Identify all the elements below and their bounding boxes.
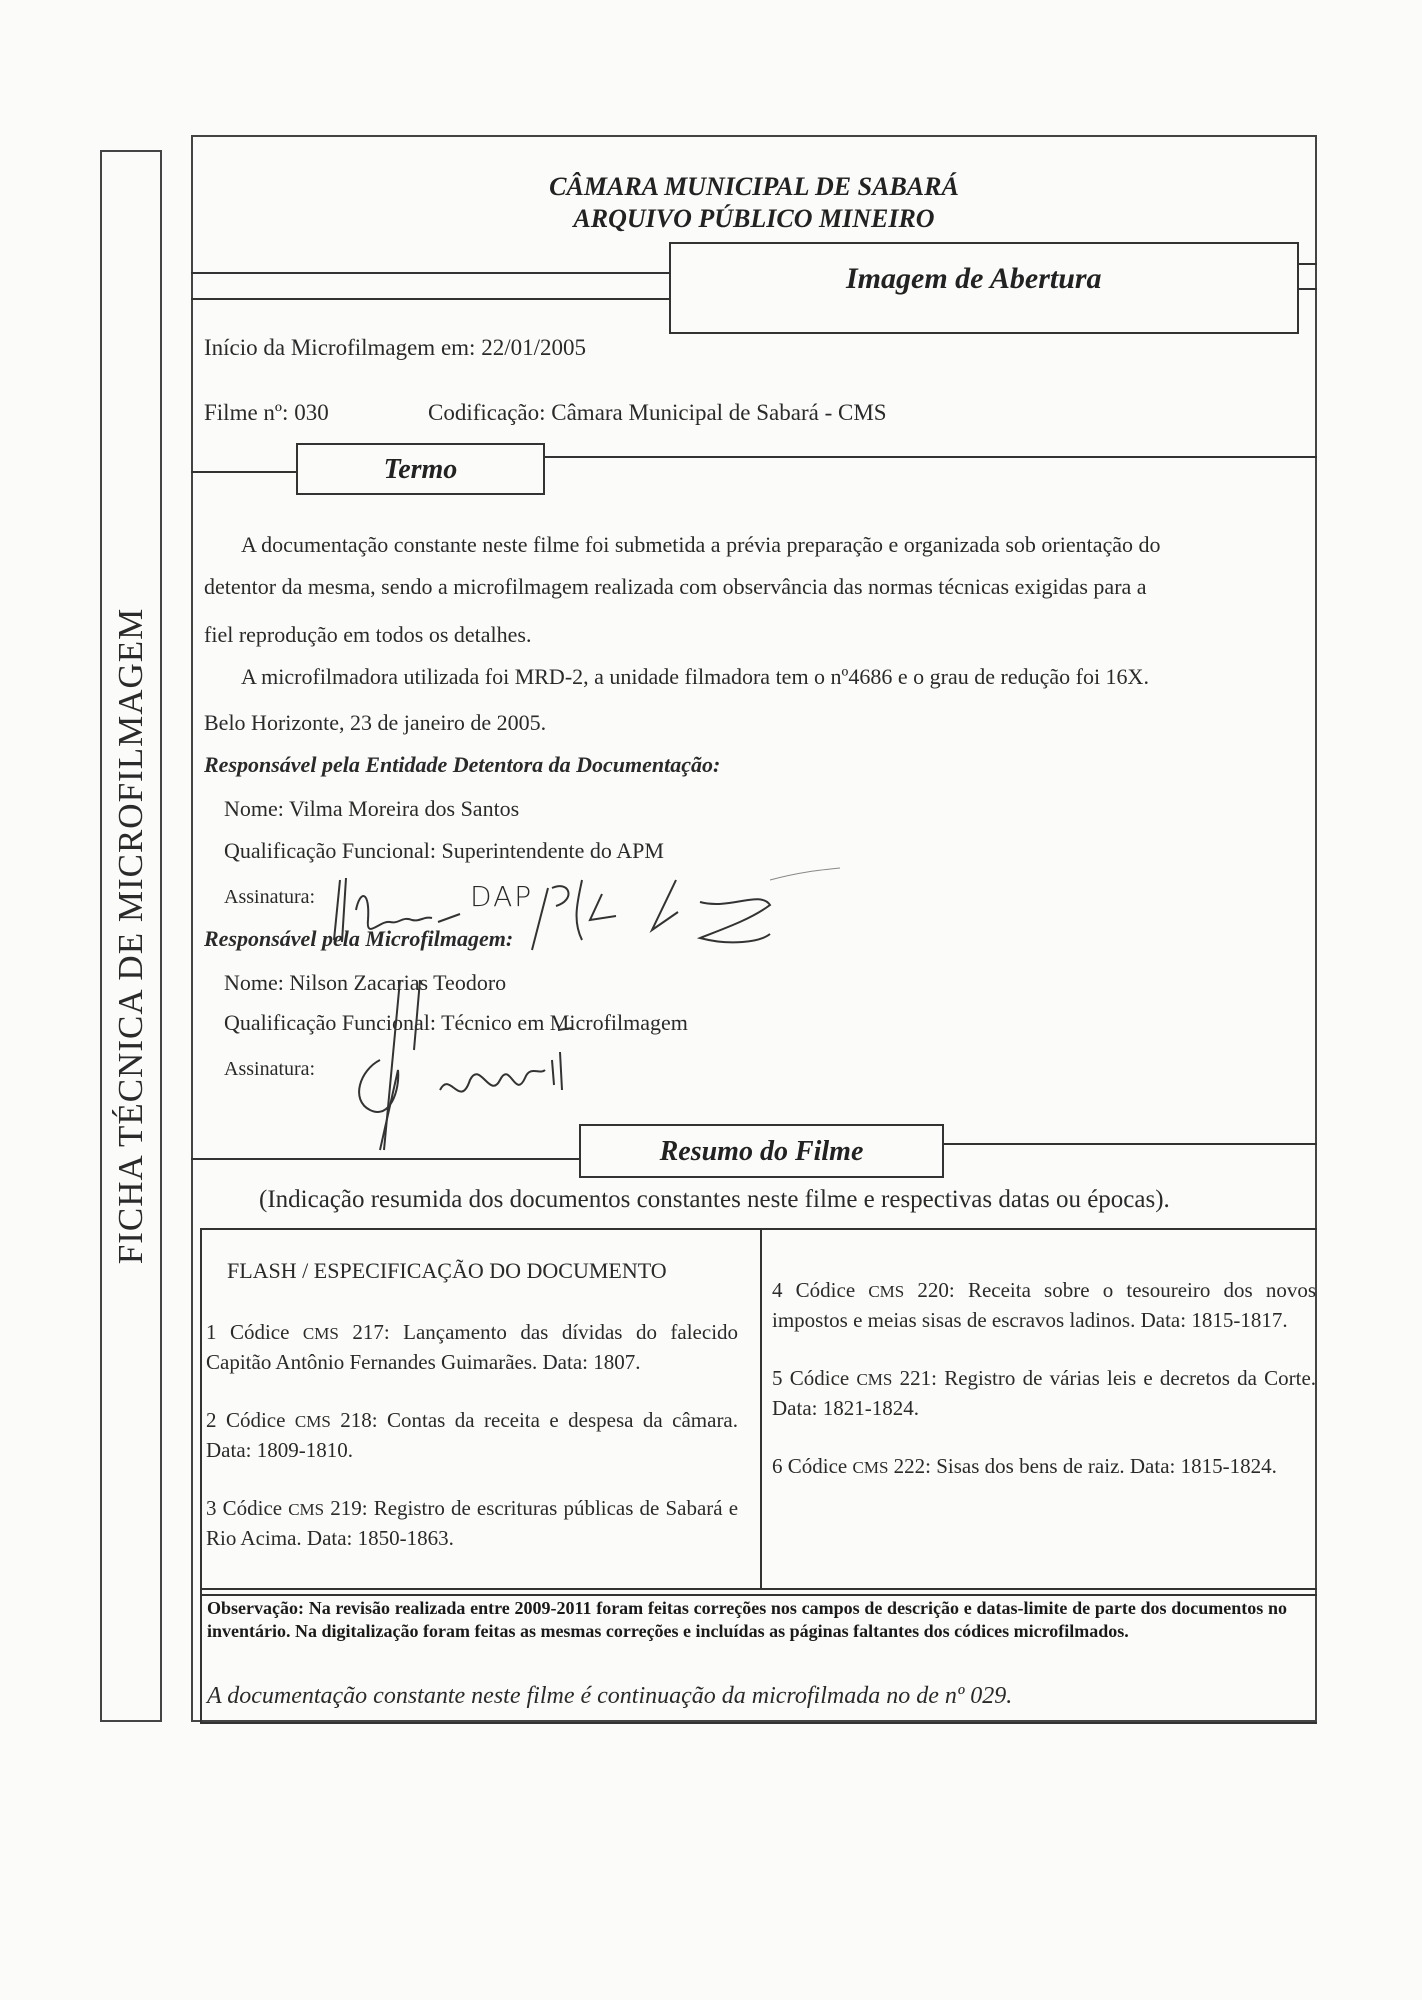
termo-line-1: A documentação constante neste filme foi submetida a prévia preparação e organizada sob orientação do bbox=[241, 532, 1161, 557]
doc-item-5: 5 Códice CMS 221: Registro de várias leis e decretos da Corte. Data: 1821-1824. bbox=[772, 1366, 1317, 1420]
entity-responsible-heading: Responsável pela Entidade Detentora da Documentação: bbox=[204, 752, 721, 777]
microfilm-responsible-heading: Responsável pela Microfilmagem: bbox=[204, 926, 514, 951]
resumo-rule-left bbox=[191, 1158, 581, 1160]
signature-2-icon bbox=[340, 960, 620, 1160]
film-number: Filme nº: 030 bbox=[204, 400, 329, 425]
doc-item-6: 6 Códice CMS 222: Sisas dos bens de raiz. Data: 1815-1824. bbox=[772, 1454, 1277, 1478]
termo-paragraph-2: A microfilmadora utilizada foi MRD-2, a unidade filmadora tem o nº4686 e o grau de redução foi 16X. bbox=[241, 664, 1149, 689]
resumo-heading: Resumo do Filme bbox=[659, 1136, 864, 1167]
termo-rule-left bbox=[191, 471, 297, 473]
entity-responsible-name: Nome: Vilma Moreira dos Santos bbox=[224, 796, 520, 821]
docs-table-bottom bbox=[200, 1588, 1317, 1590]
resumo-subtitle: (Indicação resumida dos documentos constantes neste filme e respectivas datas ou épocas). bbox=[259, 1186, 1170, 1213]
opening-image-label: Imagem de Abertura bbox=[846, 262, 1102, 295]
doc-item-1: 1 Códice CMS 217: Lançamento das dívidas do falecido Capitão Antônio Fernandes Guimarães. Data: 1807. bbox=[206, 1320, 739, 1374]
doc-item-2: 2 Códice CMS 218: Contas da receita e despesa da câmara. Data: 1809-1810. bbox=[206, 1408, 739, 1462]
institution-name: CÂMARA MUNICIPAL DE SABARÁ bbox=[549, 172, 959, 201]
sidebar-title: FICHA TÉCNICA DE MICROFILMAGEM bbox=[111, 607, 150, 1265]
observation-text: Observação: Na revisão realizada entre 2009-2011 foram feitas correções nos campos de descrição e datas-limite de parte dos documentos no inventário. Na digitalização foram feitas as mesmas correções e incluídas as páginas faltantes dos códices microfilmados. bbox=[207, 1598, 1287, 1641]
termo-line-3: fiel reprodução em todos os detalhes. bbox=[204, 622, 532, 647]
doc-item-4: 4 Códice CMS 220: Receita sobre o tesoureiro dos novos impostos e meias sisas de escravos ladinos. Data: 1815-1817. bbox=[772, 1278, 1317, 1332]
header-rule-right-top bbox=[1297, 263, 1317, 265]
docs-table-left bbox=[200, 1228, 202, 1722]
header-rule-top bbox=[191, 272, 671, 274]
docs-table-top bbox=[200, 1228, 1317, 1230]
docs-column-header: FLASH / ESPECIFICAÇÃO DO DOCUMENTO bbox=[227, 1258, 667, 1283]
header-rule-bottom bbox=[191, 298, 671, 300]
start-date: Início da Microfilmagem em: 22/01/2005 bbox=[204, 335, 586, 360]
entity-signature-label: Assinatura: bbox=[224, 886, 316, 908]
termo-heading: Termo bbox=[383, 454, 458, 485]
opening-image-badge bbox=[669, 242, 1299, 334]
microfilm-responsible-name: Nome: Nilson Zacarias Teodoro bbox=[224, 970, 507, 995]
doc-item-3: 3 Códice CMS 219: Registro de escrituras públicas de Sabará e Rio Acima. Data: 1850-1863. bbox=[206, 1496, 739, 1550]
entity-signature-text: DAP bbox=[470, 880, 534, 913]
resumo-heading-box bbox=[579, 1124, 944, 1178]
obs-rule-bottom bbox=[200, 1722, 1317, 1724]
continuation-note: A documentação constante neste filme é continuação da microfilmada no de nº 029. bbox=[207, 1683, 1013, 1709]
termo-line-2: detentor da mesma, sendo a microfilmagem realizada com observância das normas técnicas exigidas para a bbox=[204, 574, 1147, 599]
place-date: Belo Horizonte, 23 de janeiro de 2005. bbox=[204, 710, 547, 735]
termo-heading-box bbox=[296, 443, 545, 495]
microfilm-signature-label: Assinatura: bbox=[224, 1058, 316, 1080]
resumo-rule-right bbox=[942, 1143, 1317, 1145]
obs-rule-top bbox=[200, 1594, 1317, 1596]
docs-right-column bbox=[772, 1276, 1316, 1511]
header-rule-right-bottom bbox=[1297, 288, 1317, 290]
docs-left-column bbox=[206, 1318, 738, 1582]
docs-table-divider bbox=[760, 1228, 762, 1588]
encoding: Codificação: Câmara Municipal de Sabará - CMS bbox=[428, 400, 887, 425]
termo-rule-right bbox=[543, 456, 1317, 458]
entity-responsible-role: Qualificação Funcional: Superintendente do APM bbox=[224, 838, 664, 863]
archive-name: ARQUIVO PÚBLICO MINEIRO bbox=[573, 204, 935, 233]
sidebar-title-box bbox=[100, 150, 162, 1722]
microfilm-responsible-role: Qualificação Funcional: Técnico em Microfilmagem bbox=[224, 1010, 688, 1035]
